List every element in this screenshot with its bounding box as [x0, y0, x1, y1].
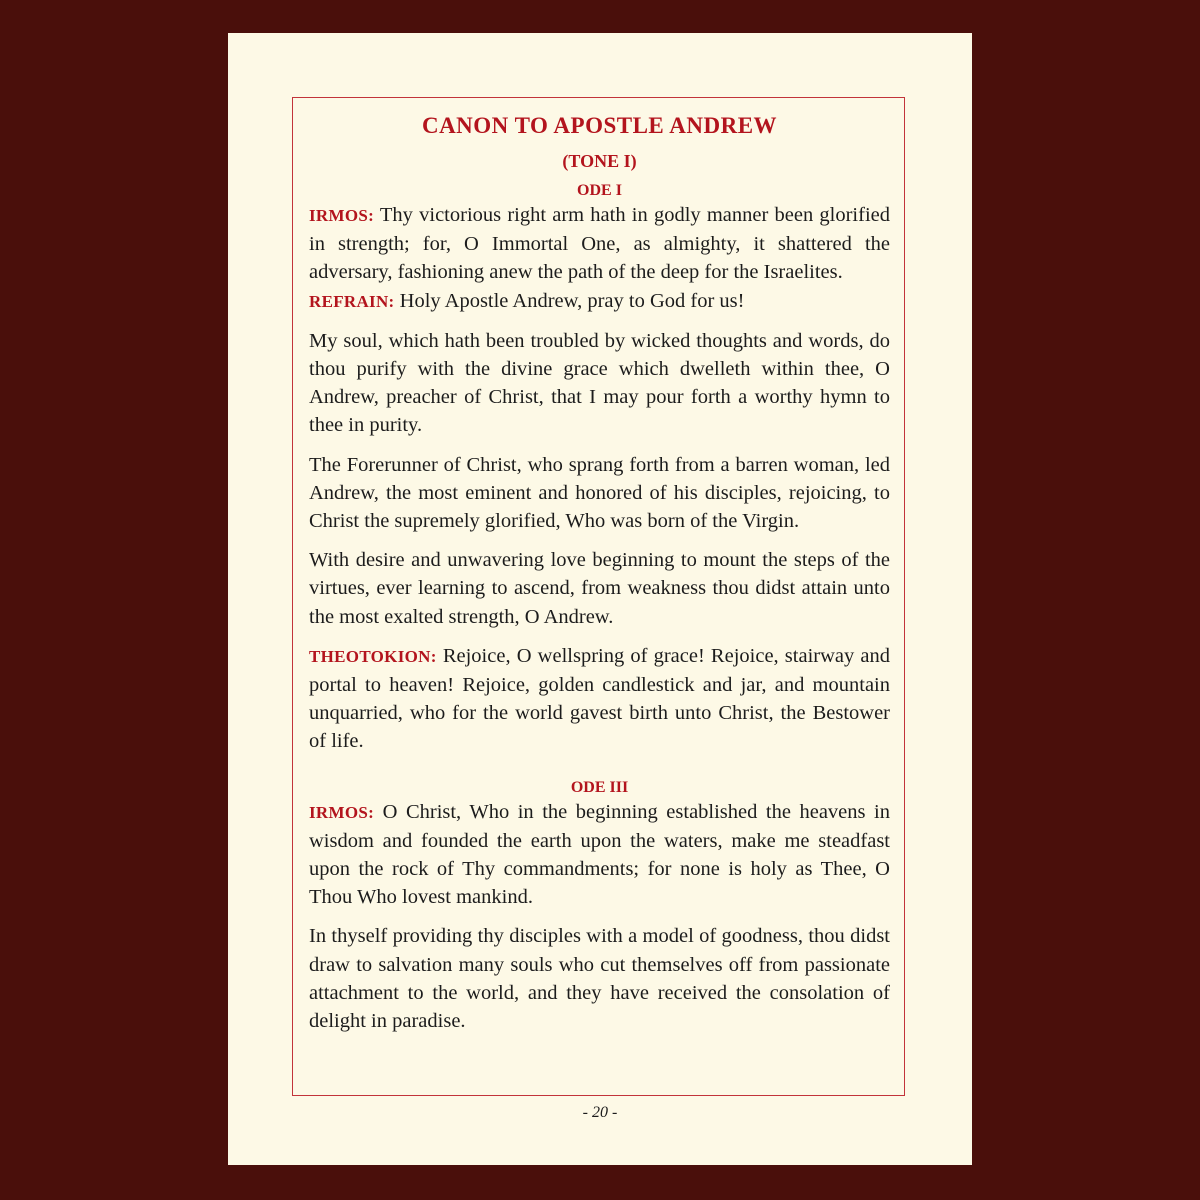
ode-heading: ODE I: [577, 182, 622, 199]
troparion-paragraph: The Forerunner of Christ, who sprang forth from a barren woman, led Andrew, the most eminent and honored of his disciples, rejoicing, to Christ the supremely glorified, Who was born of the Virgin.: [309, 453, 890, 533]
theotokion-label: THEOTOKION:: [309, 646, 437, 666]
irmos-paragraph: [309, 201, 890, 287]
refrain-label: REFRAIN:: [309, 291, 395, 311]
troparion-paragraph: In thyself providing thy disciples with a model of goodness, thou didst draw to salvation many souls who cut themselves off from passionate attachment to the world, and they have received the consolation of delight in paradise.: [309, 925, 890, 1033]
page-number: - 20 -: [582, 1104, 618, 1121]
irmos-paragraph: [309, 798, 890, 912]
refrain-paragraph: [309, 287, 890, 316]
book-page: [228, 33, 972, 1165]
page-content: [309, 113, 890, 1035]
ode-heading: ODE III: [570, 778, 629, 796]
refrain-text: Holy Apostle Andrew, pray to God for us!: [399, 289, 745, 312]
page-title: CANON TO APOSTLE ANDREW: [421, 113, 778, 138]
tone-subtitle: (TONE I): [562, 151, 637, 171]
troparion-paragraph: With desire and unwavering love beginning to mount the steps of the virtues, ever learning to ascend, from weakness thou didst attain unto the most exalted strength, O Andrew.: [309, 549, 890, 628]
theotokion-text: Rejoice, O wellspring of grace! Rejoice, stairway and portal to heaven! Rejoice, golden candlestick and jar, and mountain unquarried, who for the world gavest birth unto Christ, the Bestower of life.: [309, 644, 890, 753]
theotokion-paragraph: [309, 642, 890, 756]
irmos-label: IRMOS:: [309, 206, 375, 225]
irmos-text: O Christ, Who in the beginning established the heavens in wisdom and founded the earth upon the waters, make me steadfast upon the rock of Thy commandments; for none is holy as Thee, O Thou Who lovest mankind.: [309, 800, 890, 909]
irmos-text: Thy victorious right arm hath in godly manner been glorified in strength; for, O Immortal One, as almighty, it shattered the adversary, fashioning anew the path of the deep for the Israelites.: [309, 204, 890, 284]
irmos-label: IRMOS:: [309, 802, 375, 822]
troparion-paragraph: My soul, which hath been troubled by wicked thoughts and words, do thou purify with the divine grace which dwelleth within thee, O Andrew, preacher of Christ, that I may pour forth a worthy hymn to thee in purity.: [309, 329, 890, 437]
